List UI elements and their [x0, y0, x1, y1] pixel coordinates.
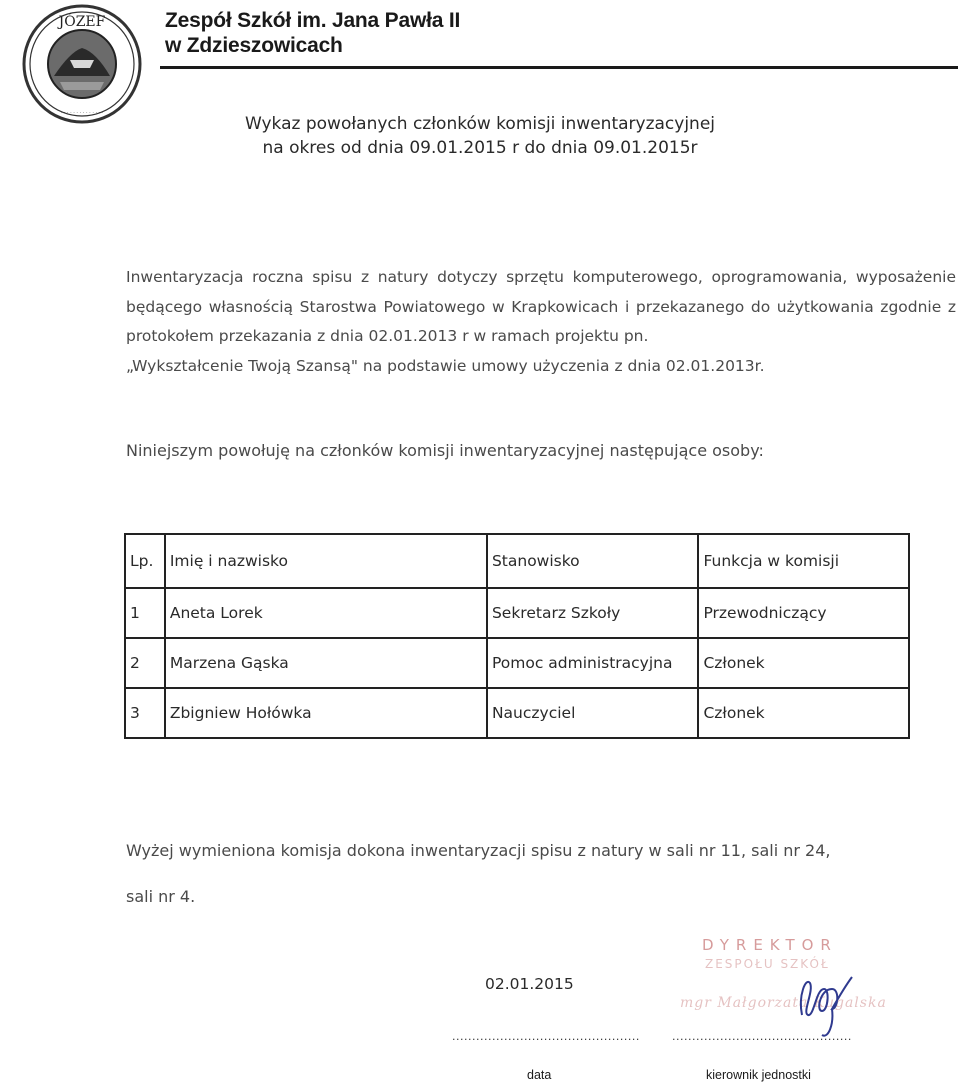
cell-position: Sekretarz Szkoły [487, 588, 699, 638]
title-line2: na okres od dnia 09.01.2015 r do dnia 09.01.2015r [262, 138, 698, 158]
title-line1: Wykaz powołanych członków komisji inwentaryzacyjnej [244, 114, 715, 134]
logo-text: JÓZEF [58, 14, 106, 30]
cell-name: Marzena Gąska [165, 638, 487, 688]
stamp-institution: ZESPOŁU SZKÓŁ [705, 957, 830, 971]
inventory-description [126, 263, 956, 381]
date-caption: data [527, 1068, 552, 1082]
table-header-row [125, 534, 909, 588]
svg-text:· · · · · · · · · · · · · ·: · · · · · · · · · · · · · · [60, 110, 104, 116]
date-value: 02.01.2015 [485, 975, 574, 993]
closing-statement: Wyżej wymieniona komisja dokona inwentaryzacji spisu z natury w sali nr 11, sali nr 24, [126, 841, 831, 860]
cell-lp: 2 [125, 638, 165, 688]
school-name-line1: Zespół Szkół im. Jana Pawła II [165, 9, 461, 32]
document-title [0, 112, 960, 160]
cell-lp: 1 [125, 588, 165, 638]
signature-caption: kierownik jednostki [706, 1068, 811, 1082]
school-name-line2: w Zdzieszowicach [165, 34, 343, 57]
cell-name: Zbigniew Hołówka [165, 688, 487, 738]
table-row [125, 638, 909, 688]
cell-lp: 3 [125, 688, 165, 738]
table-row [125, 688, 909, 738]
cell-function: Członek [698, 688, 909, 738]
school-logo [20, 2, 144, 126]
school-name [165, 8, 460, 58]
signature-dotted-line: ............................................. [672, 1030, 852, 1043]
cell-position: Nauczyciel [487, 688, 699, 738]
stamp-title: DYREKTOR [702, 936, 838, 954]
header-divider [160, 66, 958, 69]
stamp-name: mgr Małgorzata Kugalska [680, 995, 887, 1011]
cell-position: Pomoc administracyjna [487, 638, 699, 688]
paragraph-last-line: „Wykształcenie Twoją Szansą" na podstawie umowy użyczenia z dnia 02.01.2013r. [126, 356, 765, 375]
header-position: Stanowisko [487, 534, 699, 588]
handwritten-signature [780, 955, 870, 1045]
table-row [125, 588, 909, 638]
cell-function: Przewodniczący [698, 588, 909, 638]
paragraph-main: Inwentaryzacja roczna spisu z natury dotyczy sprzętu komputerowego, oprogramowania, wyposażenie będącego własnością Starostwa Powiatowego w Krapkowicach i przekazanego do użytkowania zgodnie z protokołem przekazania z dnia 02.01.2013 r w ramach projektu pn. [126, 268, 956, 345]
header-function: Funkcja w komisji [698, 534, 909, 588]
closing-statement-continued: sali nr 4. [126, 887, 196, 906]
cell-function: Członek [698, 638, 909, 688]
cell-name: Aneta Lorek [165, 588, 487, 638]
committee-members-table [124, 533, 910, 739]
header-name: Imię i nazwisko [165, 534, 487, 588]
header-lp: Lp. [125, 534, 165, 588]
appointment-statement: Niniejszym powołuję na członków komisji inwentaryzacyjnej następujące osoby: [126, 441, 764, 460]
date-dotted-line: ............................................... [452, 1030, 640, 1043]
